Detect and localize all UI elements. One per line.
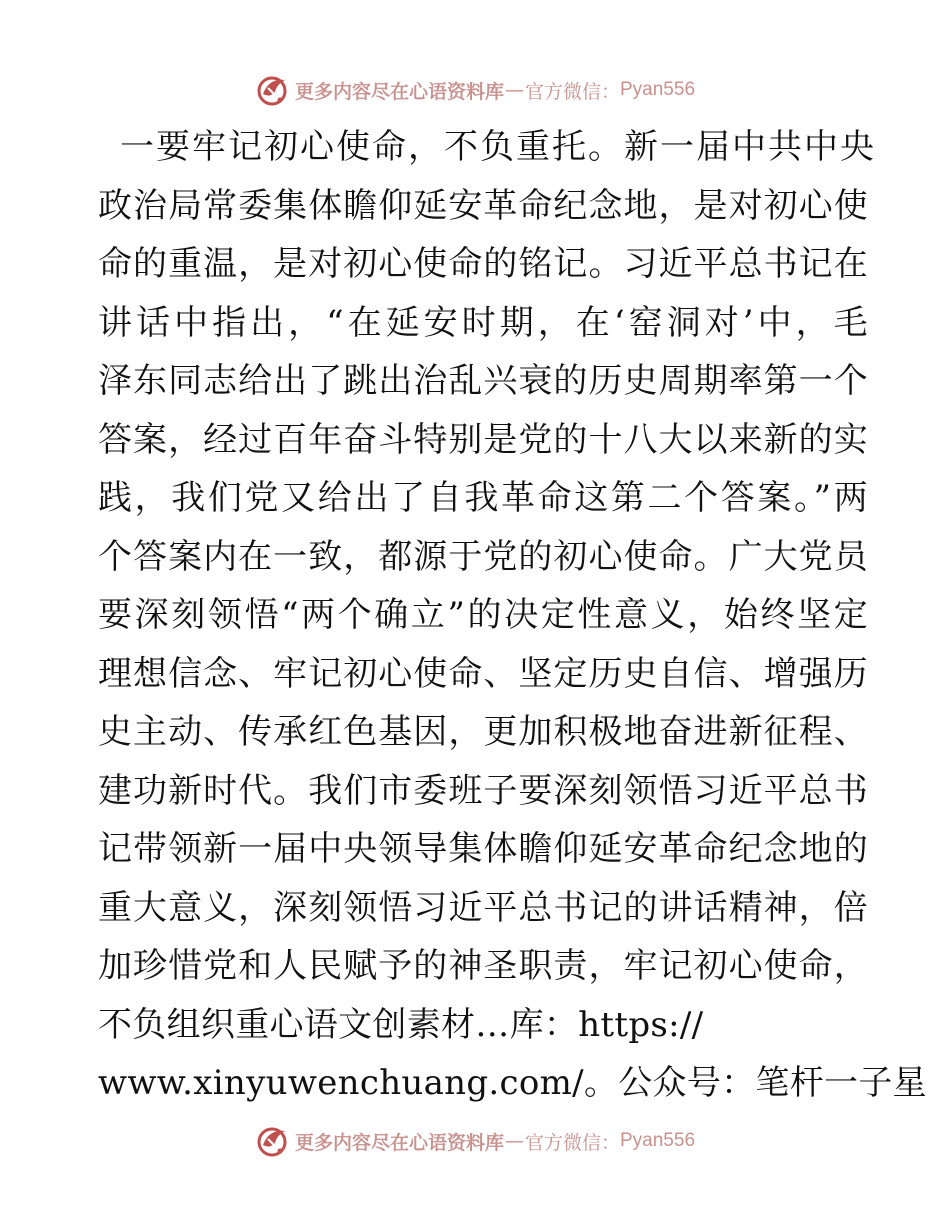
watermark-wechat-id: Pyan556 — [620, 1130, 696, 1151]
watermark-wechat-id: Pyan556 — [620, 79, 696, 100]
footer-watermark — [0, 1121, 950, 1161]
body-line: 践，我们党又给出了自我革命这第二个答案。”两 — [98, 478, 868, 518]
body-line: 不负组织重心语文创素材…库：https:// — [98, 1004, 704, 1045]
watermark-main-text: 更多内容尽在心语资料库 — [294, 1131, 504, 1154]
body-line: 记带领新一届中央领导集体瞻仰延安革命纪念地的 — [98, 829, 868, 869]
watermark-label: 官方微信： — [524, 1131, 620, 1154]
watermark-dash: — — [504, 1130, 524, 1152]
watermark-dash: — — [504, 79, 524, 101]
body-line: 一要牢记初心使命，不负重托。新一届中共中央 — [120, 127, 876, 167]
body-line: 要深刻领悟“两个确立”的决定性意义，始终坚定 — [98, 595, 868, 635]
body-line: 答案，经过百年奋斗特别是党的十八大以来新的实 — [98, 419, 868, 460]
body-line: 建功新时代。我们市委班子要深刻领悟习近平总书 — [98, 770, 868, 811]
body-line: 重大意义，深刻领悟习近平总书记的讲话精神，倍 — [98, 887, 868, 928]
body-line: 加珍惜党和人民赋予的神圣职责，牢记初心使命， — [98, 946, 868, 986]
body-line: 讲话中指出，“在延安时期，在‘窑洞对’中，毛 — [98, 302, 868, 343]
header-watermark — [0, 70, 950, 110]
brand-logo-icon — [255, 72, 291, 108]
body-line: 个答案内在一致，都源于党的初心使命。广大党员 — [98, 536, 868, 577]
body-line: 政治局常委集体瞻仰延安革命纪念地，是对初心使 — [98, 185, 868, 226]
body-line: www.xinyuwenchuang.com/。公众号：笔杆一子星 — [98, 1063, 927, 1103]
brand-logo-icon — [255, 1123, 291, 1159]
watermark-main-text: 更多内容尽在心语资料库 — [294, 80, 504, 103]
body-line: 理想信念、牢记初心使命、坚定历史自信、增强历 — [98, 653, 868, 694]
body-line: 命的重温，是对初心使命的铭记。习近平总书记在 — [98, 244, 868, 284]
document-body — [98, 118, 927, 1113]
watermark-label: 官方微信： — [524, 80, 620, 103]
body-line: 史主动、传承红色基因，更加积极地奋进新征程、 — [98, 712, 868, 752]
body-line: 泽东同志给出了跳出治乱兴衰的历史周期率第一个 — [98, 361, 868, 401]
